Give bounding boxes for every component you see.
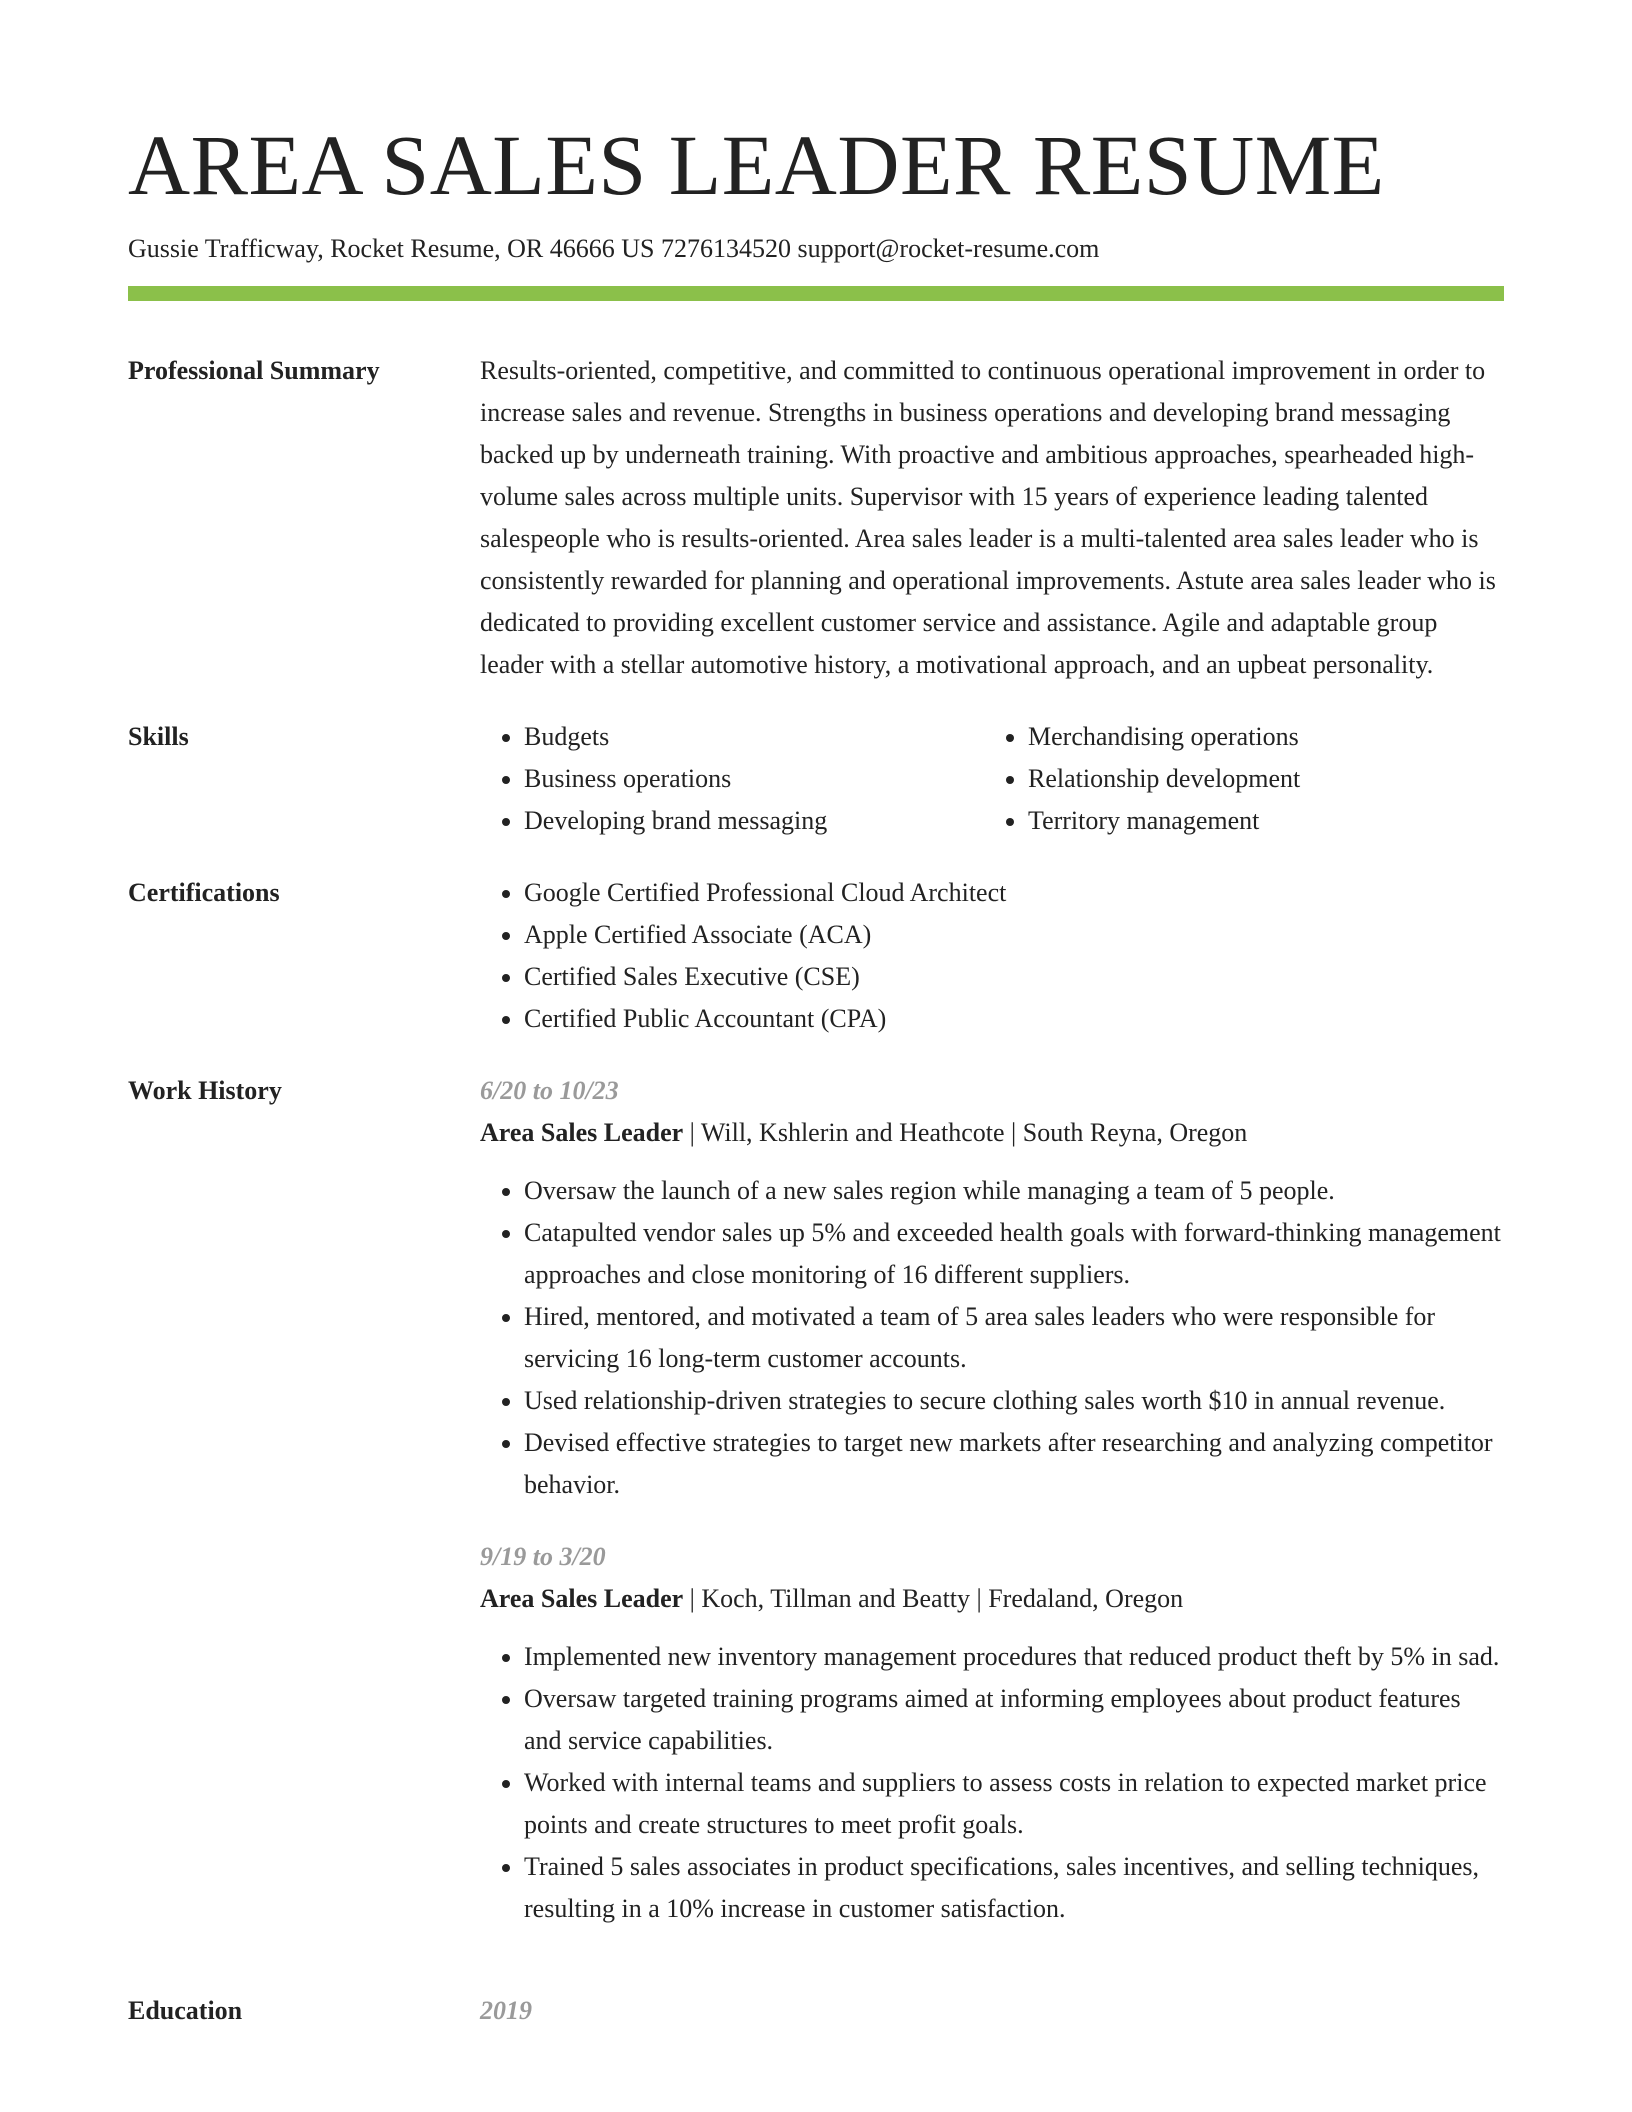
skill-item: • Relationship development — [1028, 758, 1488, 800]
job-bullet: • Hired, mentored, and motivated a team of 5 area sales leaders who were responsible for servicing 16 long-term customer accounts. — [524, 1296, 1504, 1380]
section-label-work-history: Work History — [128, 1076, 282, 1105]
summary-text: Results-oriented, competitive, and committed to continuous operational improvement in order to increase sales and revenue. Strengths in business operations and developing brand messaging backed up by underneath training. With proactive and ambitious approaches, spearheaded high-volume sales across multiple units. Supervisor with 15 years of experience leading talented salespeople who is results-oriented. Area sales leader is a multi-talented area sales leader who is consistently rewarded for planning and operational improvements. Astute area sales leader who is dedicated to providing excellent customer service and assistance. Agile and adaptable group leader with a stellar automotive history, a motivational approach, and an upbeat personality. — [480, 356, 1496, 679]
job-title: Area Sales Leader — [480, 1584, 684, 1613]
job-title: Area Sales Leader — [480, 1118, 684, 1147]
section-label-education: Education — [128, 1996, 243, 2025]
skill-item: • Business operations — [524, 758, 984, 800]
skills-body — [480, 716, 1504, 842]
certification-item: • Google Certified Professional Cloud Architect — [524, 872, 1504, 914]
work-history-section — [128, 1070, 1504, 1960]
summary-body — [480, 350, 1504, 686]
job-bullet: • Trained 5 sales associates in product specifications, sales incentives, and selling techniques, resulting in a 10% increase in customer satisfaction. — [524, 1846, 1504, 1930]
certification-item: • Apple Certified Associate (ACA) — [524, 914, 1504, 956]
job-bullet: • Implemented new inventory management procedures that reduced product theft by 5% in sad. — [524, 1636, 1504, 1678]
job-employer-location: | Koch, Tillman and Beatty | Fredaland, Oregon — [683, 1584, 1184, 1613]
certifications-body — [480, 872, 1504, 1040]
job-bullet: • Devised effective strategies to target new markets after researching and analyzing competitor behavior. — [524, 1422, 1504, 1506]
certifications-section — [128, 872, 1504, 1040]
job-bullets — [480, 1170, 1504, 1506]
job-entry — [480, 1070, 1504, 1506]
job-dates: 6/20 to 10/23 — [480, 1076, 619, 1105]
section-label-skills: Skills — [128, 722, 189, 751]
skills-column-2 — [984, 716, 1488, 842]
job-dates: 9/19 to 3/20 — [480, 1542, 606, 1571]
skills-column-1 — [480, 716, 984, 842]
summary-section — [128, 350, 1504, 686]
header-divider — [128, 286, 1504, 301]
job-bullet: • Oversaw targeted training programs aimed at informing employees about product features and service capabilities. — [524, 1678, 1504, 1762]
job-bullet: • Used relationship-driven strategies to secure clothing sales worth $10 in annual revenue. — [524, 1380, 1504, 1422]
job-employer-location: | Will, Kshlerin and Heathcote | South Reyna, Oregon — [683, 1118, 1248, 1147]
certification-item: • Certified Public Accountant (CPA) — [524, 998, 1504, 1040]
job-heading — [480, 1578, 1504, 1620]
work-history-body — [480, 1070, 1504, 1960]
section-label-certifications: Certifications — [128, 878, 280, 907]
education-section — [128, 1990, 1504, 2032]
resume-title: AREA SALES LEADER RESUME — [128, 117, 1385, 213]
job-bullet: • Catapulted vendor sales up 5% and exceeded health goals with forward-thinking management approaches and close monitoring of 16 different suppliers. — [524, 1212, 1504, 1296]
education-dates: 2019 — [480, 1996, 532, 2025]
certification-item: • Certified Sales Executive (CSE) — [524, 956, 1504, 998]
skill-item: • Merchandising operations — [1028, 716, 1488, 758]
certifications-list — [480, 872, 1504, 1040]
job-bullets — [480, 1636, 1504, 1930]
contact-line: Gussie Trafficway, Rocket Resume, OR 46666 US 7276134520 support@rocket-resume.com — [128, 234, 1100, 263]
skill-item: • Territory management — [1028, 800, 1488, 842]
job-bullet: • Oversaw the launch of a new sales region while managing a team of 5 people. — [524, 1170, 1504, 1212]
job-heading — [480, 1112, 1504, 1154]
skill-item: • Budgets — [524, 716, 984, 758]
resume-content — [128, 350, 1504, 2062]
skills-section — [128, 716, 1504, 842]
job-bullet: • Worked with internal teams and suppliers to assess costs in relation to expected market price points and create structures to meet profit goals. — [524, 1762, 1504, 1846]
job-entry — [480, 1536, 1504, 1930]
education-body — [480, 1990, 1504, 2032]
section-label-summary: Professional Summary — [128, 356, 380, 385]
skill-item: • Developing brand messaging — [524, 800, 984, 842]
